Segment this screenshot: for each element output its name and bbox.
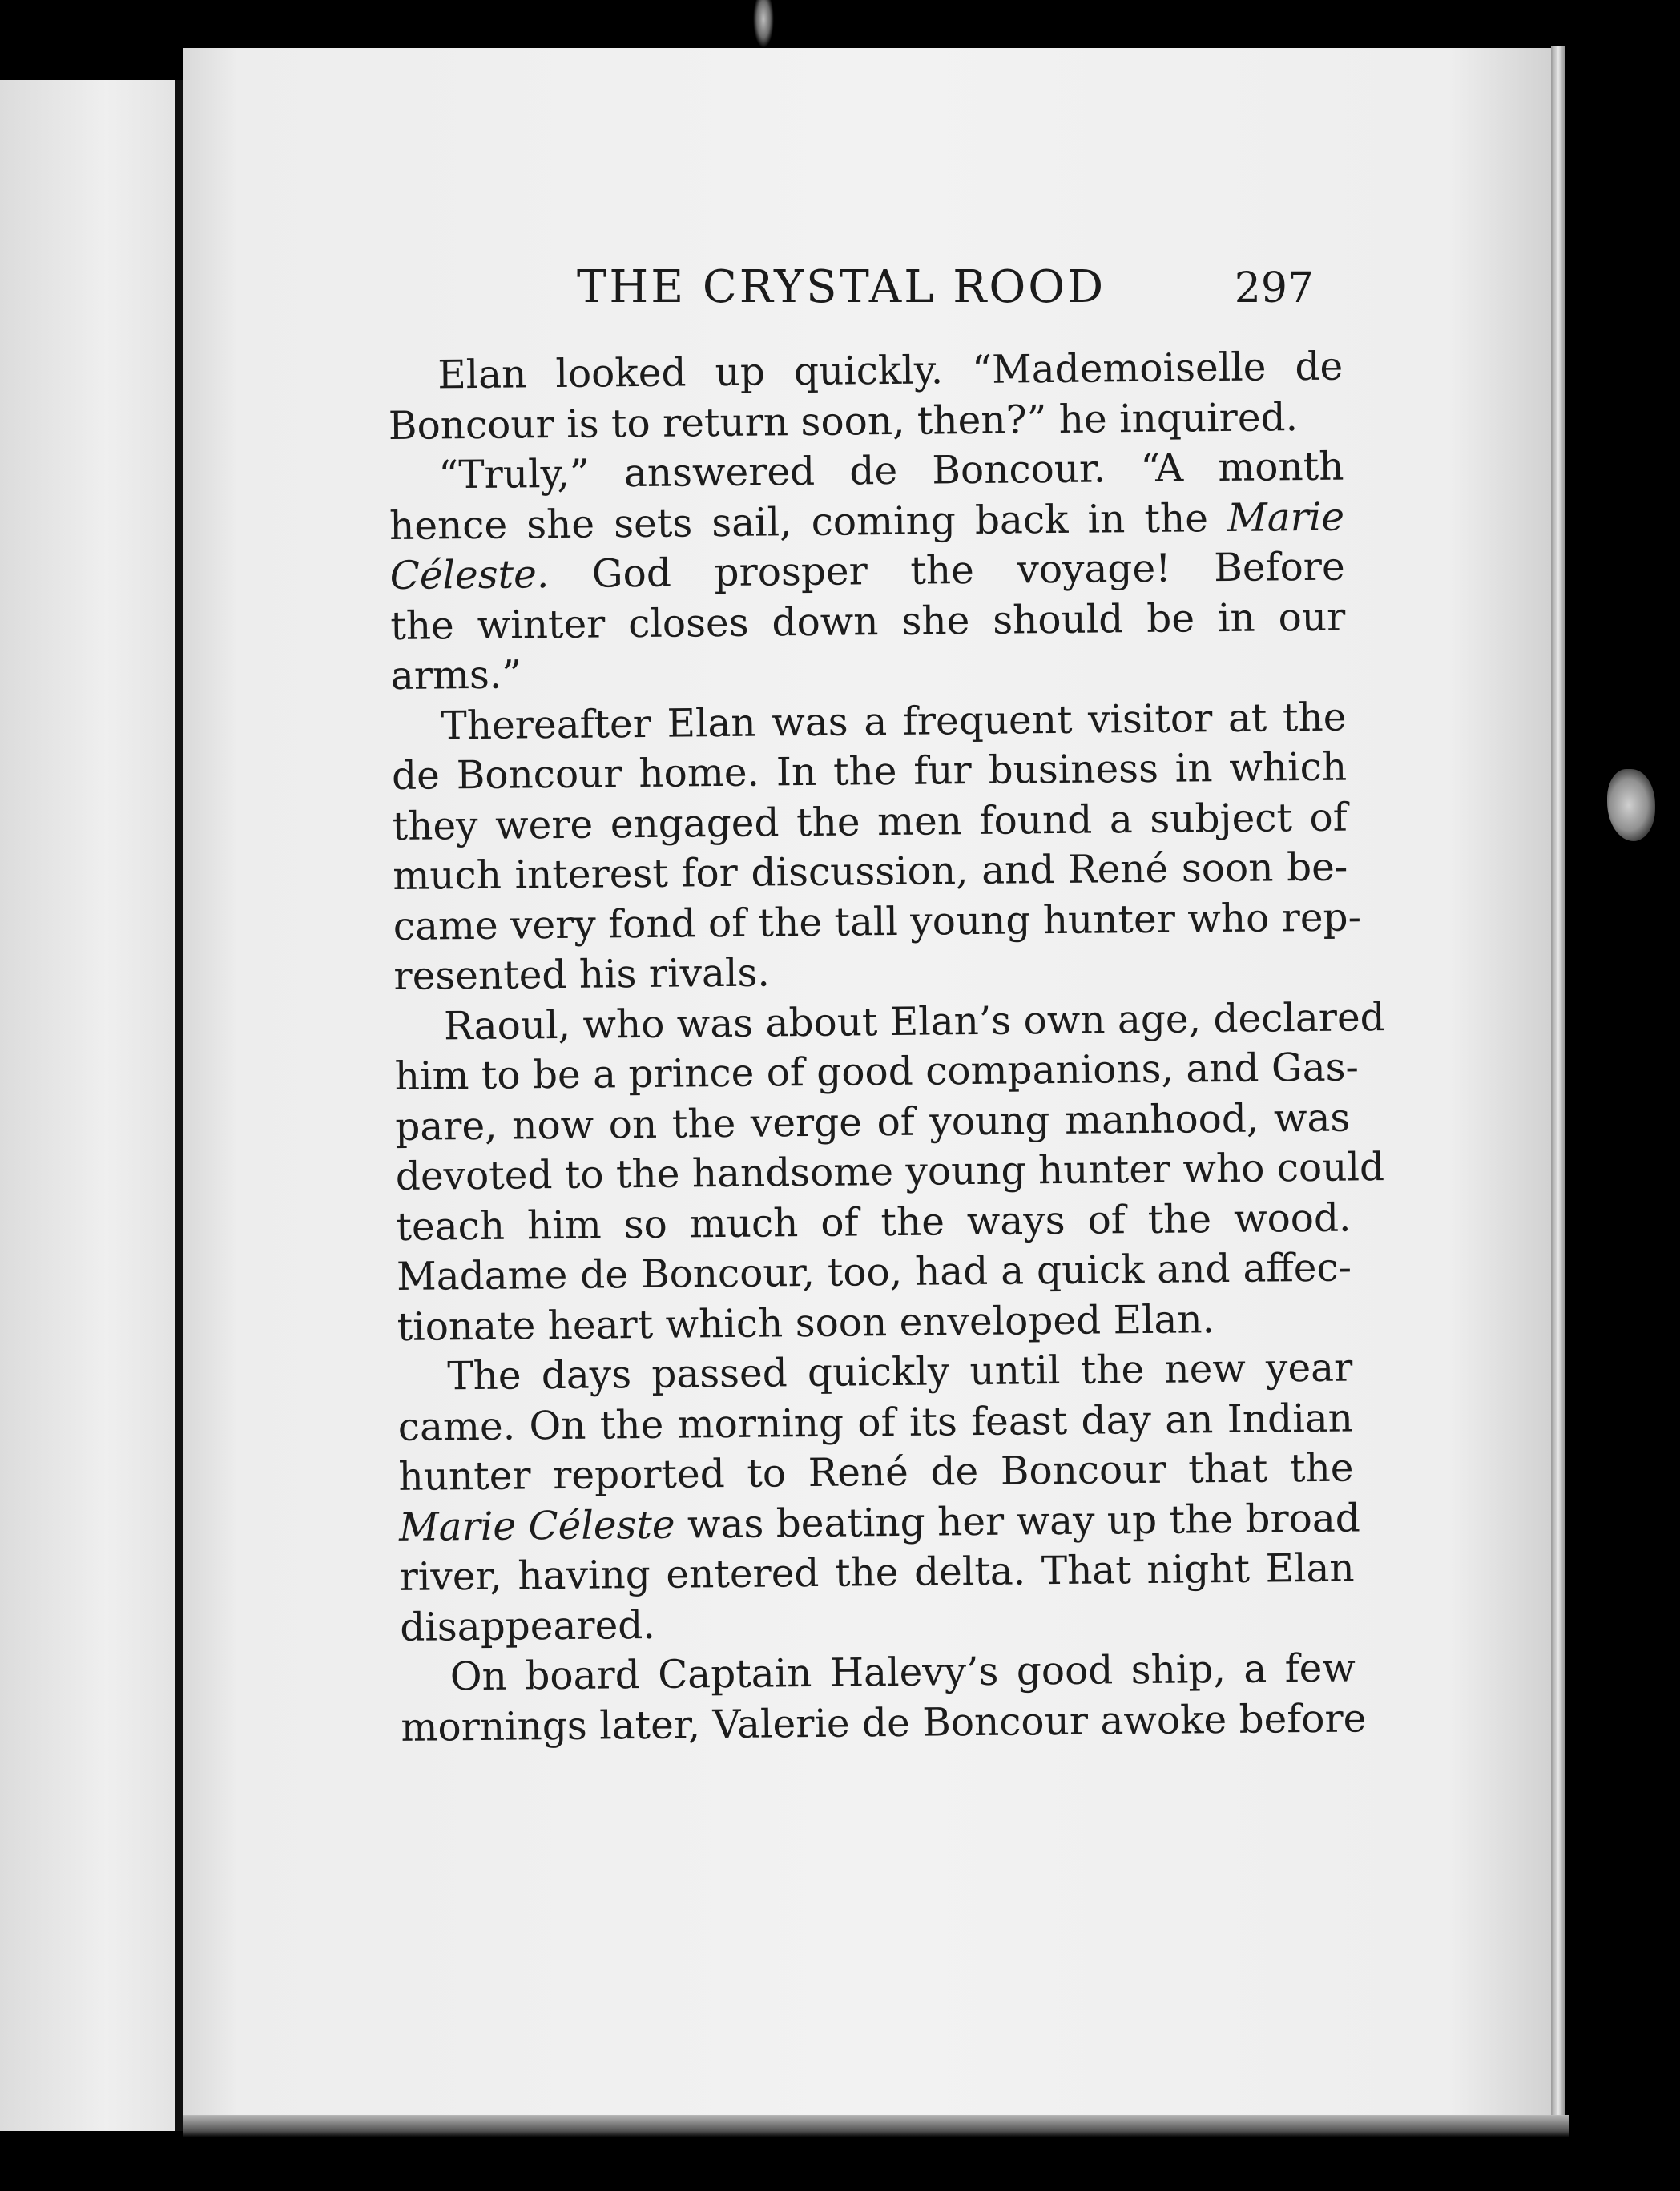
- body-text: [388, 342, 1385, 1753]
- text-segment: hunter reported to René de Boncour that the: [398, 1445, 1354, 1500]
- text-line: [391, 642, 1347, 702]
- text-segment: The days passed quickly until the new year: [447, 1345, 1353, 1400]
- italic-text: Céleste.: [389, 552, 550, 598]
- text-line: [388, 342, 1344, 401]
- text-segment: came very fond of the tall young hunter who rep-: [393, 894, 1362, 949]
- italic-text: Marie: [1227, 494, 1345, 541]
- text-segment: resented his rivals.: [393, 950, 771, 999]
- text-line: [398, 1443, 1354, 1502]
- text-segment: Elan looked up quickly. “Mademoiselle de: [437, 344, 1344, 398]
- text-segment: was beating her way up the broad: [675, 1495, 1361, 1548]
- text-line: [401, 1694, 1367, 1753]
- text-segment: river, having entered the delta. That night Elan: [399, 1545, 1355, 1600]
- text-line: [395, 1143, 1385, 1202]
- text-segment: came. On the morning of its feast day an Indian: [397, 1395, 1354, 1450]
- text-segment: tionate heart which soon enveloped Elan.: [397, 1296, 1215, 1350]
- text-line: [394, 1043, 1360, 1102]
- page-header: [577, 261, 1314, 317]
- text-line: [389, 492, 1345, 551]
- text-segment: arms.”: [390, 652, 522, 699]
- text-line: [389, 392, 1344, 451]
- text-line: [397, 1293, 1352, 1352]
- text-line: [400, 1593, 1356, 1653]
- book-gutter: [175, 80, 183, 2131]
- text-line: [392, 743, 1348, 802]
- text-segment: pare, now on the verge of young manhood, was: [395, 1095, 1351, 1150]
- text-segment: “Truly,” answered de Boncour. “A month: [438, 444, 1344, 498]
- text-segment: the winter closes down she should be in our: [390, 594, 1346, 649]
- text-segment: hence she sets sail, coming back in the: [389, 495, 1228, 549]
- text-line: [390, 592, 1346, 651]
- page-number: 297: [1234, 264, 1314, 312]
- text-segment: Thereafter Elan was a frequent visitor at the: [441, 695, 1347, 748]
- text-line: [395, 1093, 1351, 1152]
- running-title: THE CRYSTAL ROOD: [577, 261, 1106, 313]
- text-segment: him to be a prince of good companions, and Gas-: [394, 1045, 1360, 1099]
- text-line: [393, 892, 1362, 952]
- text-line: [398, 1393, 1354, 1452]
- text-segment: they were engaged the men found a subject of: [392, 795, 1348, 849]
- text-segment: Boncour is to return soon, then?” he inquired.: [388, 394, 1299, 449]
- text-line: [392, 792, 1348, 852]
- text-segment: Madame de Boncour, too, had a quick and affec-: [396, 1245, 1352, 1299]
- text-segment: mornings later, Valerie de Boncour awoke before: [401, 1695, 1367, 1750]
- scan-speck: [753, 0, 774, 48]
- text-line: [399, 1543, 1355, 1602]
- text-line: [397, 1343, 1353, 1403]
- text-segment: teach him so much of the ways of the wood.: [396, 1195, 1352, 1250]
- text-line: [393, 843, 1348, 902]
- text-line: [394, 993, 1385, 1052]
- text-line: [398, 1493, 1361, 1553]
- page-right-edge: [1551, 46, 1565, 2137]
- text-segment: devoted to the handsome young hunter who could: [395, 1145, 1385, 1199]
- text-line: [396, 1193, 1352, 1252]
- italic-text: Marie Céleste: [398, 1502, 675, 1550]
- text-line: [389, 542, 1345, 602]
- text-line: [389, 442, 1344, 501]
- text-segment: On board Captain Halevy’s good ship, a few: [449, 1645, 1356, 1700]
- text-line: [397, 1243, 1352, 1303]
- text-line: [401, 1643, 1356, 1702]
- text-segment: much interest for discussion, and René soon be-: [393, 844, 1348, 899]
- text-line: [391, 692, 1347, 751]
- text-segment: de Boncour home. In the fur business in which: [391, 744, 1348, 799]
- text-segment: God prosper the voyage! Before: [548, 544, 1345, 598]
- scan-smudge: [1607, 769, 1655, 841]
- left-page-edge: [0, 80, 178, 2131]
- text-segment: Raoul, who was about Elan’s own age, declared: [443, 994, 1385, 1049]
- text-line: [393, 943, 1349, 1002]
- text-segment: disappeared.: [400, 1602, 655, 1650]
- page-bottom-shadow: [183, 2115, 1569, 2137]
